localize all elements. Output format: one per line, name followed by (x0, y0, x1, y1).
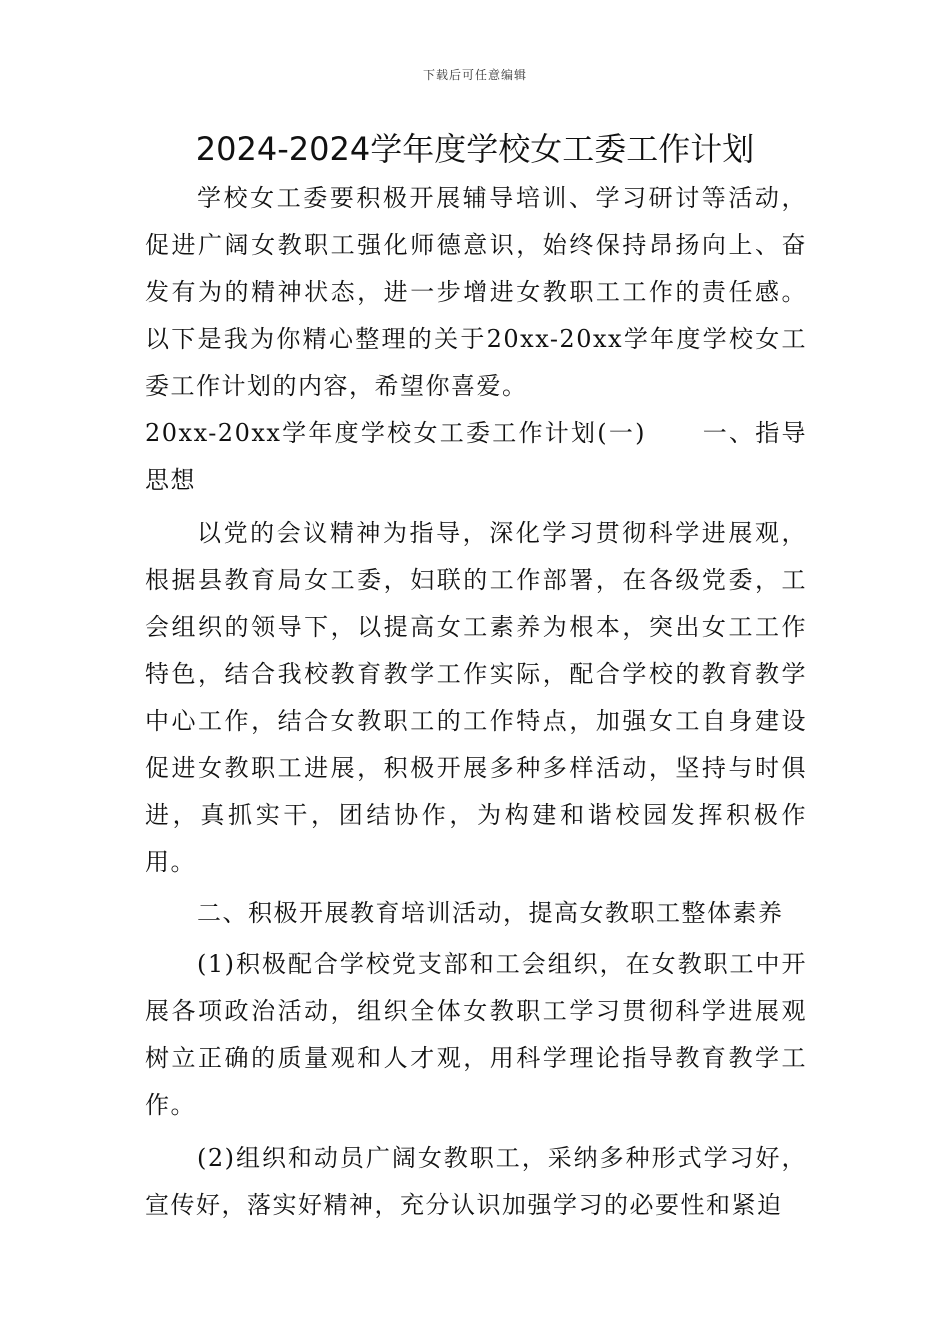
item-1-paragraph: (1)积极配合学校党支部和工会组织，在女教职工中开展各项政治活动，组织全体女教职工学习贯彻科学进展观树立正确的质量观和人才观，用科学理论指导教育教学工作。 (145, 950, 807, 1119)
item-2-paragraph: (2)组织和动员广阔女教职工，采纳多种形式学习好，宣传好，落实好精神，充分认识加强学习的必要性和紧迫 (145, 1144, 807, 1219)
section-title: 20xx-20xx学年度学校女工委工作计划(一) (145, 419, 646, 447)
section-title-line (145, 410, 807, 504)
section-heading-guiding: 一、指导思想 (145, 419, 807, 494)
section-heading-training: 二、积极开展教育培训活动，提高女教职工整体素养 (197, 899, 784, 927)
intro-paragraph: 学校女工委要积极开展辅导培训、学习研讨等活动，促进广阔女教职工强化师德意识，始终保持昂扬向上、奋发有为的精神状态，进一步增进女教职工工作的责任感。以下是我为你精心整理的关于20xx-20xx学年度学校女工委工作计划的内容，希望你喜爱。 (145, 184, 807, 400)
header-note: 下载后可任意编辑 (422, 68, 527, 82)
guiding-paragraph: 以党的会议精神为指导，深化学习贯彻科学进展观，根据县教育局女工委，妇联的工作部署，在各级党委，工会组织的领导下，以提高女工素养为根本，突出女工工作特色，结合我校教育教学工作实际，配合学校的教育教学中心工作，结合女教职工的工作特点，加强女工自身建设促进女教职工进展，积极开展多种多样活动，坚持与时俱进，真抓实干，团结协作，为构建和谐校园发挥积极作用。 (145, 519, 807, 876)
document-body (145, 175, 807, 1229)
document-title: 2024-2024学年度学校女工委工作计划 (195, 130, 755, 168)
